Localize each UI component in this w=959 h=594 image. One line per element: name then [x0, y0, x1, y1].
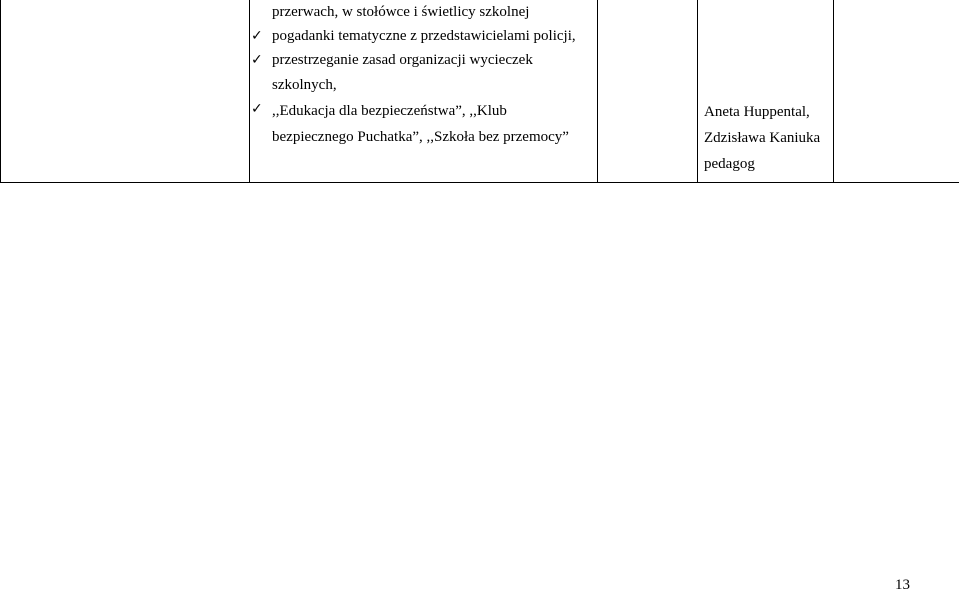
activity-text-line: bezpiecznego Puchatka”, ,,Szkoła bez przemocy”	[272, 129, 569, 145]
responsible-person-role: pedagog	[704, 156, 755, 172]
activity-text-line: szkolnych,	[272, 77, 337, 93]
checkmark-icon: ✓	[251, 52, 263, 68]
table-column-divider-1	[249, 0, 250, 183]
activity-text-line: ,,Edukacja dla bezpieczeństwa”, ,,Klub	[272, 103, 507, 119]
checkmark-icon: ✓	[251, 28, 263, 44]
table-border-left	[0, 0, 1, 183]
table-border-bottom	[0, 182, 959, 183]
table-column-divider-2	[597, 0, 598, 183]
checkmark-icon: ✓	[251, 101, 263, 117]
responsible-person-line: Zdzisława Kaniuka	[704, 130, 821, 146]
page-number: 13	[895, 577, 910, 593]
activity-text-line: pogadanki tematyczne z przedstawicielami policji,	[272, 28, 576, 44]
responsible-person-line: Aneta Huppental,	[704, 104, 810, 120]
table-column-divider-4	[833, 0, 834, 183]
continuation-table	[0, 0, 959, 183]
activity-text-line: przestrzeganie zasad organizacji wycieczek	[272, 52, 533, 68]
table-column-divider-3	[697, 0, 698, 183]
activity-text-line: przerwach, w stołówce i świetlicy szkolnej	[272, 4, 530, 20]
